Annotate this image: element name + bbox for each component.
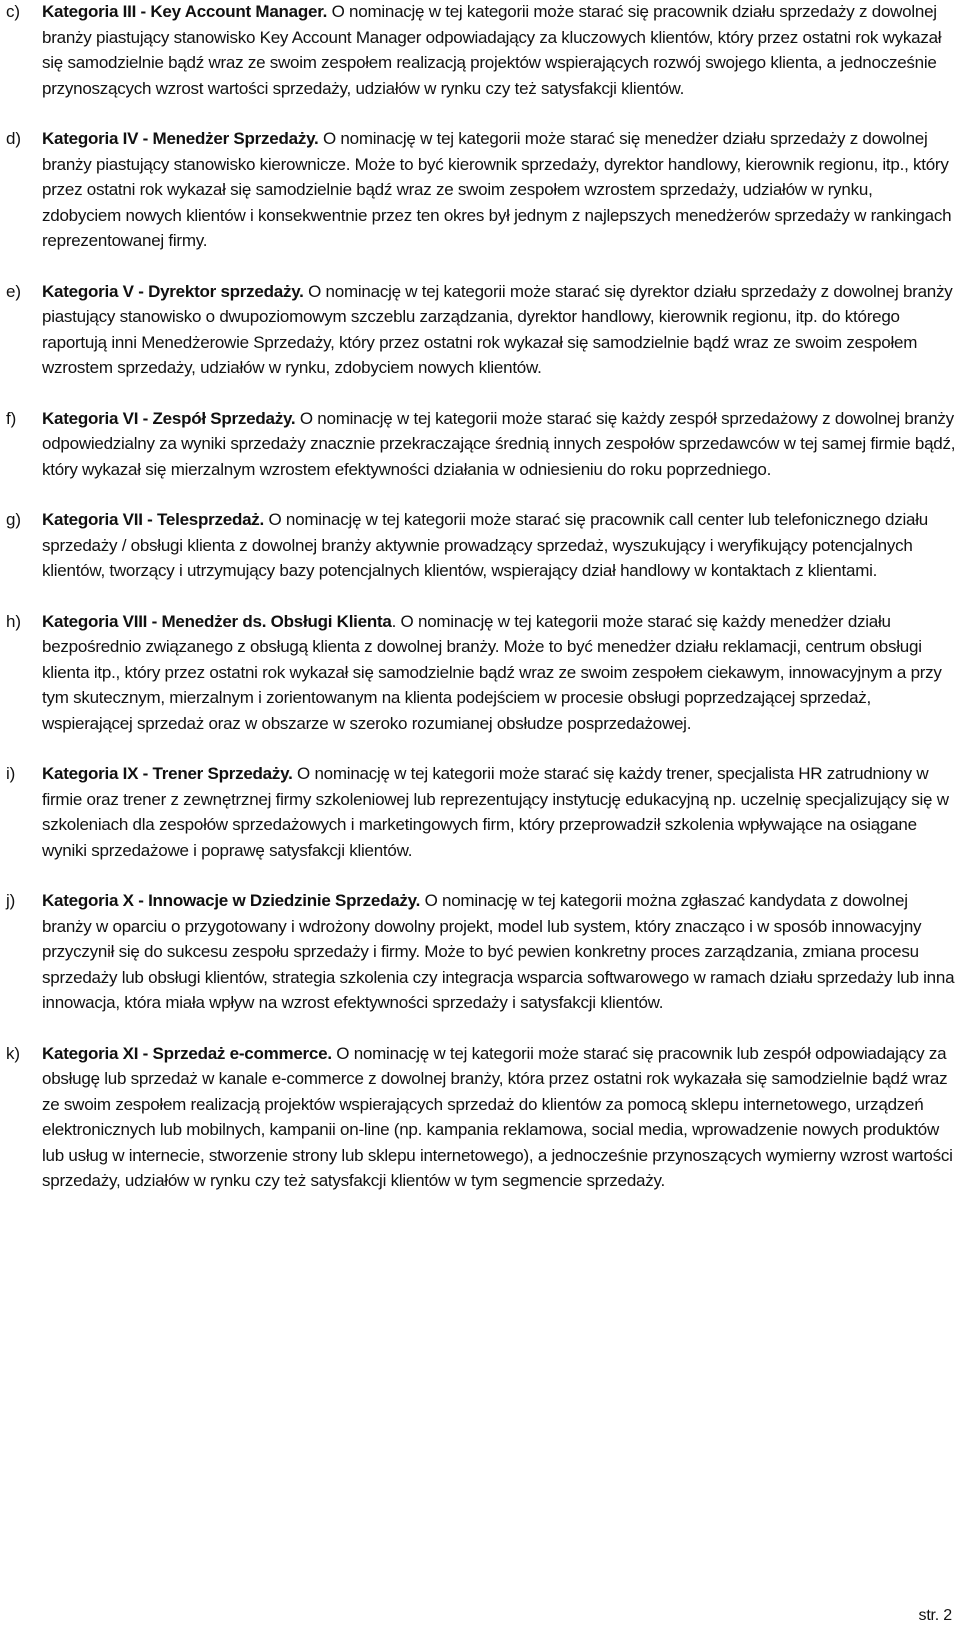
- list-item-category-8: [6, 609, 956, 737]
- list-item-body: [42, 1041, 956, 1194]
- category-description: O nominację w tej kategorii może starać się każdy trener, specjalista HR zatrudniony w firmie oraz trener z zewnętrznej firmy szkoleniowej lub reprezentujący instytucję edukacyjną np. uczelnię specjalizujący się w szkoleniach dla zespołów sprzedażowych i marketingowych firm, który przeprowadził szkolenia wpływające na osiągane wyniki sprzedażowe i poprawę satysfakcji klientów.: [42, 764, 949, 860]
- category-heading: Kategoria X - Innowacje w Dziedzinie Sprzedaży.: [42, 891, 421, 910]
- category-heading: Kategoria VI - Zespół Sprzedaży.: [42, 408, 296, 428]
- category-heading: Kategoria VII - Telesprzedaż.: [42, 510, 265, 529]
- category-description: O nominację w tej kategorii można zgłaszać kandydata z dowolnej branży w oparciu o przygotowany i wdrożony dowolny projekt, model lub system, który znacząco i w sposób innowacyjny przyczynił się do sukcesu zespołu sprzedaży i firmy. Może to być pewien konkretny proces zarządzania, zmiana procesu sprzedaży lub obsługi klientów, strategia szkolenia czy integracja wsparcia softwarowego w ramach działu sprzedaży lub inna innowacja, która miała wpływ na wzrost efektywności sprzedaży i satysfakcji klientów.: [42, 891, 955, 1012]
- list-item-body: [42, 609, 956, 737]
- category-description: O nominację w tej kategorii może starać się pracownik działu sprzedaży z dowolnej branży piastujący stanowisko Key Account Manager odpowiadający za kluczowych klientów, który przez ostatni rok wykazał się samodzielnie bądź wraz ze swoim zespołem realizacją projektów wspierających rozwój swojego klienta, a jednocześnie przynoszących wzrost wartości sprzedaży, udziałów w rynku czy też satysfakcji klientów.: [42, 2, 942, 98]
- list-item-letter: e): [6, 281, 21, 301]
- category-heading: Kategoria XI - Sprzedaż e-commerce.: [42, 1043, 332, 1063]
- list-item-body: [42, 279, 956, 381]
- list-item-body: [42, 888, 956, 1016]
- category-heading: Kategoria IX - Trener Sprzedaży.: [42, 764, 293, 783]
- category-description: . O nominację w tej kategorii może starać się każdy menedżer działu bezpośrednio związanego z obsługą klienta z dowolnej branży. Może to być menedżer działu reklamacji, centrum obsługi klienta itp., który przez ostatni rok wykazał się samodzielnie bądź wraz ze swoim zespołem ciekawym, innowacyjnym a przy tym skutecznym, mierzalnym i zorientowanym na klienta podejściem w procesie obsługi poprzedzającej sprzedaż, wspierającej sprzedaż oraz w obszarze w szeroko rozumianej obsłudze posprzedażowej.: [42, 611, 942, 733]
- list-item-letter: i): [6, 764, 16, 783]
- category-description: O nominację w tej kategorii może starać się pracownik call center lub telefonicznego działu sprzedaży / obsługi klienta z dowolnej branży aktywnie prowadzący sprzedaż, wyszukujący i weryfikujący potencjalnych klientów, tworzący i utrzymujący bazy potencjalnych klientów, wspierający dział handlowy w kontaktach z klientami.: [42, 510, 928, 580]
- category-heading: Kategoria VIII - Menedżer ds. Obsługi Klienta: [42, 611, 392, 631]
- category-description: O nominację w tej kategorii może starać się menedżer działu sprzedaży z dowolnej branży piastujący stanowisko kierownicze. Może to być kierownik sprzedaży, dyrektor handlowy, kierownik regionu, itp., który przez ostatni rok wykazał się samodzielnie bądź wraz ze swoim zespołem wzrostem sprzedaży, udziałów w rynku, zdobyciem nowych klientów i konsekwentnie przez ten okres był jednym z najlepszych menedżerów sprzedaży w rankingach reprezentowanej firmy.: [42, 129, 952, 250]
- category-heading: Kategoria V - Dyrektor sprzedaży.: [42, 281, 304, 301]
- list-item-letter: k): [6, 1043, 20, 1063]
- list-item-letter: j): [6, 891, 16, 910]
- list-item-category-4: [6, 126, 956, 254]
- category-description: O nominację w tej kategorii może starać się dyrektor działu sprzedaży z dowolnej branży piastujący stanowisko o dwupoziomowym szczeblu zarządzania, dyrektor handlowy, kierownik regionu, itp. do którego raportują inni Menedżerowie Sprzedaży, który przez ostatni rok wykazał się samodzielnie bądź wraz ze swoim zespołem wzrostem sprzedaży, udziałów w rynku, zdobyciem nowych klientów.: [42, 281, 953, 377]
- list-item-letter: d): [6, 129, 21, 148]
- list-item-category-3: [6, 0, 956, 101]
- list-item-body: [42, 761, 956, 863]
- document-page: [6, 0, 956, 1219]
- list-item-letter: c): [6, 2, 20, 21]
- list-item-letter: f): [6, 408, 17, 428]
- list-item-category-7: [6, 507, 956, 584]
- list-item-category-11: [6, 1041, 956, 1194]
- category-heading: Kategoria IV - Menedżer Sprzedaży.: [42, 129, 319, 148]
- list-item-category-6: [6, 406, 956, 483]
- list-item-body: [42, 406, 956, 483]
- category-description: O nominację w tej kategorii może starać się pracownik lub zespół odpowiadający za obsługę lub sprzedaż w kanale e-commerce z dowolnej branży, która przez ostatni rok wykazała się samodzielnie bądź wraz ze swoim zespołem realizacją projektów wspierających sprzedaż do klientów za pomocą sklepu internetowego, urządzeń elektronicznych lub mobilnych, kampanii on-line (np. kampania reklamowa, social media, wprowadzenie nowych produktów lub usług w internecie, stworzenie strony lub sklepu internetowego), a jednocześnie przynoszących wymierny wzrost wartości sprzedaży, udziałów w rynku czy też satysfakcji klientów w tym segmencie sprzedaży.: [42, 1043, 953, 1190]
- list-item-category-9: [6, 761, 956, 863]
- list-item-category-10: [6, 888, 956, 1016]
- list-item-body: [42, 0, 956, 101]
- category-description: O nominację w tej kategorii może starać się każdy zespół sprzedażowy z dowolnej branży odpowiedzialny za wyniki sprzedaży znacznie przekraczające średnią innych zespołów sprzedawców w tej samej firmie bądź, który wykazał się mierzalnym wzrostem efektywności działania w odniesieniu do roku poprzedniego.: [42, 408, 956, 479]
- list-item-body: [42, 507, 956, 584]
- category-heading: Kategoria III - Key Account Manager.: [42, 2, 328, 21]
- list-item-letter: h): [6, 611, 21, 631]
- page-number: str. 2: [918, 1607, 952, 1624]
- list-item-category-5: [6, 279, 956, 381]
- list-item-body: [42, 126, 956, 254]
- list-item-letter: g): [6, 510, 21, 529]
